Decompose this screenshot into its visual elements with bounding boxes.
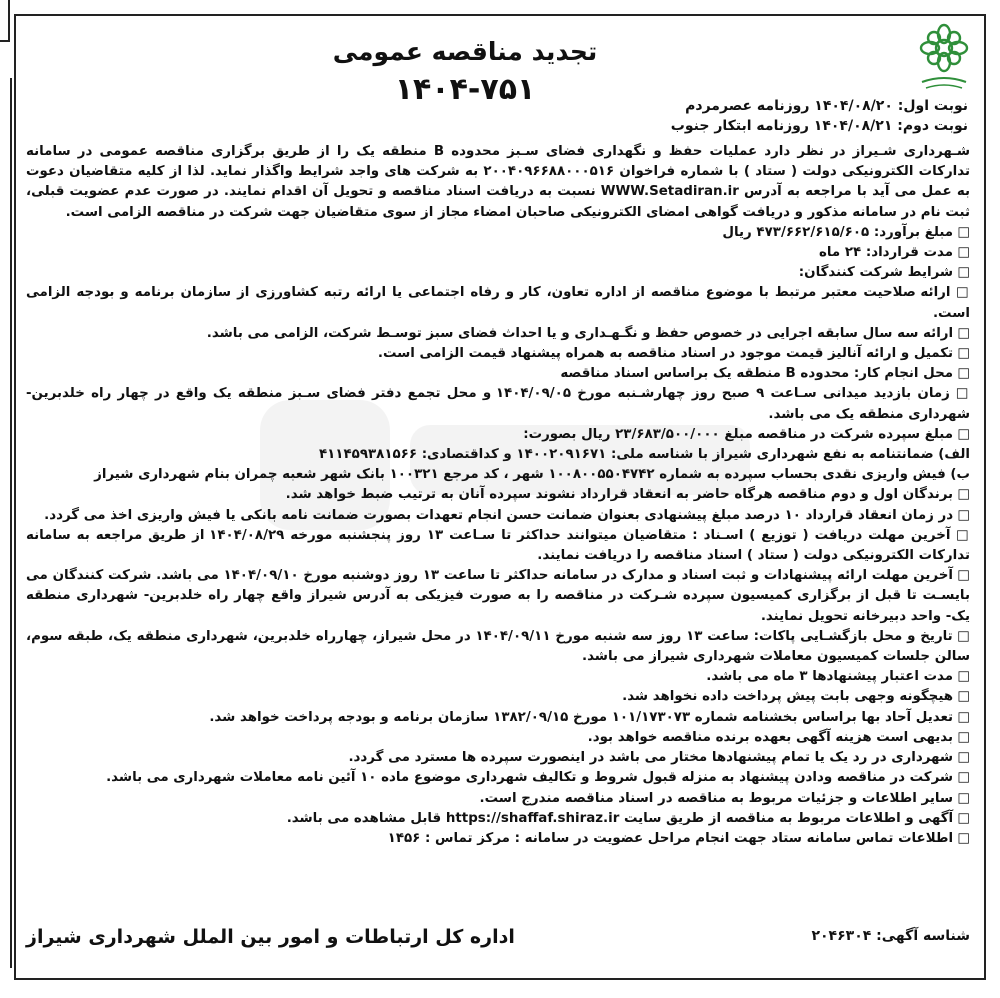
tender-number: ۱۴۰۴-۷۵۱ xyxy=(394,72,536,107)
organization-name: اداره کل ارتباطات و امور بین الملل شهرداری شیراز xyxy=(26,926,515,948)
intro-paragraph: شـهرداری شـیراز در نظر دارد عملیات حفظ و نگهداری فضای سـبز محدوده B منطقه یک را از طریق برگزاری مناقصه عمومی در سامانه تدارکات الکترونیکی دولت ( ستاد ) با شماره فراخوان ۲۰۰۴۰۹۶۶۸۸۰۰۰۵۱۶ به شرکت های واجد شرایط واگذار نماید. لذا از کلیه متقاضیان دعوت به عمل می آید با مراجعه به آدرس WWW.Setadiran.ir نسبت به دریافت اسناد مناقصه و تحویل آن اقدام نمایند. در صورت عدم عضویت قبلی، ثبت نام در سامانه مذکور و دریافت گواهی امضای الکترونیکی صاحبان امضاء مجاز از سوی متقاضیان جهت شرکت در مناقصه الزامی است. xyxy=(26,144,971,220)
ad-identifier: شناسه آگهی: ۲۰۴۶۳۰۴ xyxy=(811,928,970,944)
deposit-option-a: الف) ضمانتنامه به نفع شهرداری شیراز با شناسه ملی: ۱۴۰۰۲۰۹۱۶۷۱ و کداقتصادی: ۴۱۱۴۵۹۳۸۱۵۶۶ xyxy=(318,447,970,463)
first-notice xyxy=(588,96,968,116)
opening-item: □ تاریخ و محل بازگشـایی پاکات: ساعت ۱۳ روز سه شنبه مورخ ۱۴۰۴/۰۹/۱۱ در محل شیراز، چهارراه خلدبرین، شهرداری منطقه یک، طبقه سوم، سالن جلسات کمیسیون معاملات شهرداری شیراز می باشد. xyxy=(26,627,970,667)
left-frame-tick xyxy=(0,0,10,42)
deposit-option-b: ب) فیش واریزی نقدی بحساب سپرده به شماره ۱۰۰۸۰۰۵۵۰۴۷۴۲ شهر ، کد مرجع ۱۰۰۳۲۱ بانک شهر شعبه چمران بنام شهرداری شیراز xyxy=(94,467,970,483)
adjustment-item: □ تعدیل آحاد بها براساس بخشنامه شماره ۱۰۱/۱۷۳۰۷۳ مورخ ۱۳۸۲/۰۹/۱۵ سازمان برنامه و بودجه پرداخت خواهد شد. xyxy=(26,708,970,728)
prepayment-item: □ هیچگونه وجهی بابت پیش پرداخت داده نخواهد شد. xyxy=(26,687,970,707)
condition-item: □ تکمیل و ارائه آنالیز قیمت موجود در اسناد مناقصه به همراه پیشنهاد قیمت الزامی است. xyxy=(26,344,970,364)
footer xyxy=(26,912,970,972)
page-title: تجدید مناقصه عمومی xyxy=(332,37,598,66)
other-info-item: □ سایر اطلاعات و جزئیات مربوط به مناقصه در اسناد مناقصه مندرج است. xyxy=(26,789,970,809)
ad-cost-item: □ بدیهی است هزینه آگهی بعهده برنده مناقصه خواهد بود. xyxy=(26,728,970,748)
submit-deadline-item: □ آخرین مهلت ارائه پیشنهادات و ثبت اسناد و مدارک در سامانه حداکثر تا ساعت ۱۳ روز دوشنبه مورخ ۱۴۰۴/۰۹/۱۰ می باشد. شرکت کنندگان می بایسـت تا قبل از برگزاری کمیسیون سپرده شـرکت در مناقصه را به صورت فیزیکی به آدرس شیراز واقع چهار راه خلدبرین- شهرداری منطقه یک- واحد دبیرخانه تحویل نمایند. xyxy=(26,566,970,627)
left-frame-line xyxy=(0,78,12,968)
condition-item: □ ارائه سه سال سابقه اجرایی در خصوص حفظ و نگـهـداری و یا احداث فضای سبز توسـط شرکت، الزامی می باشد. xyxy=(26,324,970,344)
contact-item: □ اطلاعات تماس سامانه ستاد جهت انجام مراحل عضویت در سامانه : مرکز تماس : ۱۴۵۶ xyxy=(26,829,970,849)
tender-body xyxy=(26,142,970,849)
validity-item: □ مدت اعتبار پیشنهادها ۳ ماه می باشد. xyxy=(26,667,970,687)
first-notice-value: ۱۴۰۴/۰۸/۲۰ روزنامه عصرمردم xyxy=(685,98,893,114)
second-notice-value: ۱۴۰۴/۰۸/۲۱ روزنامه ابتکار جنوب xyxy=(670,118,893,134)
estimate-item: □ مبلغ برآورد: ۴۷۳/۶۶۲/۶۱۵/۶۰۵ ریال xyxy=(26,223,970,243)
deposit-item: □ مبلغ سپرده شرکت در مناقصه مبلغ ۲۳/۶۸۳/۵۰۰/۰۰۰ ریال بصورت: xyxy=(26,425,970,445)
first-notice-label: نوبت اول: xyxy=(897,98,968,114)
guarantee-item: □ در زمان انعقاد قرارداد ۱۰ درصد مبلغ پیشنهادی بعنوان ضمانت حسن انجام تعهدات بصورت ضمانت نامه بانکی یا فیش واریزی اخذ می گردد. xyxy=(26,506,970,526)
condition-item: □ ارائه صلاحیت معتبر مرتبط با موضوع مناقصه از اداره تعاون، کار و رفاه اجتماعی یا ارائه رتبه کشاورزی از سازمان برنامه و بودجه الزامی است. xyxy=(26,283,970,323)
second-notice xyxy=(588,116,968,136)
second-notice-label: نوبت دوم: xyxy=(897,118,968,134)
winners-item: □ برندگان اول و دوم مناقصه هرگاه حاضر به انعقاد قرارداد نشوند سپرده آنان به ترتیب ضبط خواهد شد. xyxy=(26,485,970,505)
conditions-title: □ شرایط شرکت کنندگان: xyxy=(26,263,970,283)
reject-item: □ شهرداری در رد یک یا تمام پیشنهادها مختار می باشد در اینصورت سپرده ها مسترد می گردد. xyxy=(26,748,970,768)
location-item: □ محل انجام کار: محدوده B منطقه یک براساس اسناد مناقصه xyxy=(26,364,970,384)
duration-item: □ مدت قرارداد: ۲۴ ماه xyxy=(26,243,970,263)
visit-item: □ زمان بازدید میدانی سـاعت ۹ صبح روز چهارشـنبه مورخ ۱۴۰۴/۰۹/۰۵ و محل تجمع دفتر فضای سـبز منطقه یک واقع در چهار راه خلدبرین-شهرداری منطقه یک می باشد. xyxy=(26,384,970,424)
shiraz-municipality-logo-icon xyxy=(914,22,974,92)
acceptance-item: □ شرکت در مناقصه ودادن پیشنهاد به منزله قبول شروط و تکالیف شهرداری موضوع ماده ۱۰ آئین نامه معاملات شهرداری می باشد. xyxy=(26,768,970,788)
publication-notices xyxy=(588,96,968,136)
title-block xyxy=(300,36,630,108)
receive-deadline-item: □ آخرین مهلت دریافت ( توزیع ) اسـناد : متقاضیان میتوانند حداکثر تا سـاعت ۱۳ روز پنجشنبه مورخه ۱۴۰۴/۰۸/۲۹ از طریق مراجعه به سامانه تدارکات الکترونیکی دولت ( ستاد ) اسناد مناقصه را دریافت نمایند. xyxy=(26,526,970,566)
website-item: □ آگهی و اطلاعات مربوط به مناقصه از طریق سایت https://shaffaf.shiraz.ir قابل مشاهده می باشد. xyxy=(26,809,970,829)
